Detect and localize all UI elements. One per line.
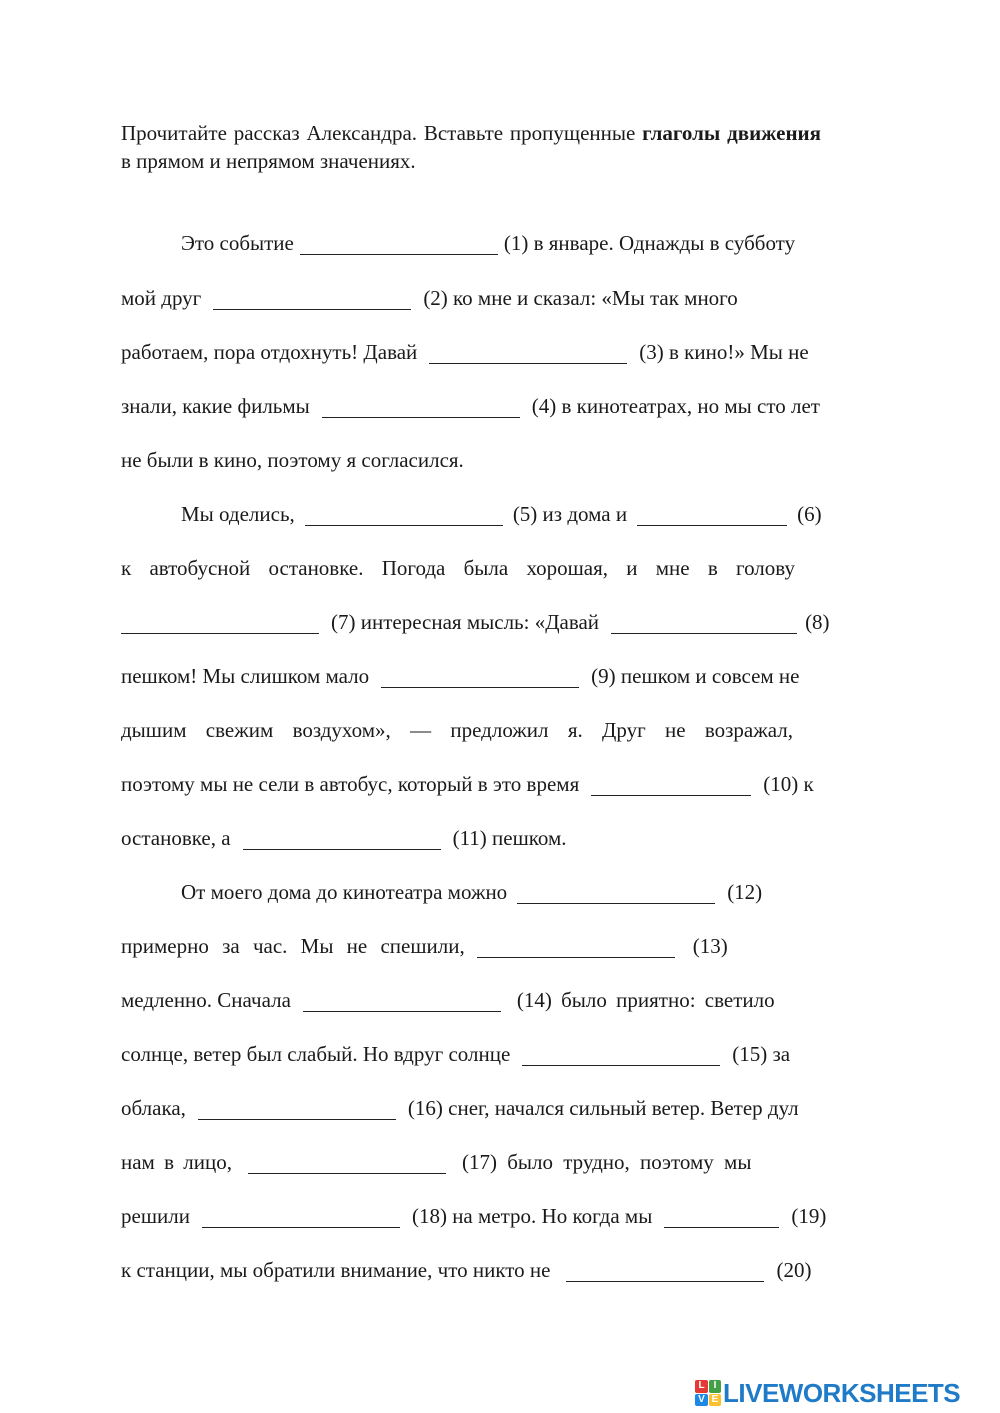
- text-line-18: [121, 1147, 878, 1177]
- line-text: (11) пешком.: [452, 826, 567, 850]
- instruction-bold: глаголы движения: [642, 121, 821, 145]
- answer-blank-18[interactable]: [202, 1205, 400, 1228]
- line-text: (1) в январе. Однажды в субботу: [503, 231, 796, 255]
- line-text: медленно. Сначала: [121, 988, 291, 1012]
- answer-blank-1[interactable]: [300, 232, 498, 255]
- text-line-20: [121, 1255, 878, 1285]
- answer-blank-13[interactable]: [477, 935, 675, 958]
- text-line-7: [121, 553, 795, 583]
- line-text: мой друг: [121, 286, 202, 310]
- answer-blank-10[interactable]: [591, 773, 751, 796]
- line-text: Это событие: [181, 231, 294, 255]
- logo-letter-v: V: [695, 1394, 708, 1407]
- line-text: (17) было трудно, поэтому мы: [461, 1150, 752, 1174]
- line-text: нам в лицо,: [121, 1150, 232, 1174]
- line-text: Мы оделись,: [181, 502, 295, 526]
- answer-blank-19[interactable]: [664, 1205, 779, 1228]
- text-line-3: [121, 337, 878, 367]
- instruction: [121, 119, 821, 175]
- text-line-5: [121, 445, 878, 475]
- line-text: (20): [776, 1258, 812, 1282]
- text-line-9: [121, 661, 878, 691]
- answer-blank-16[interactable]: [198, 1097, 396, 1120]
- answer-blank-5[interactable]: [305, 503, 503, 526]
- logo-letter-e: E: [709, 1394, 722, 1407]
- line-text: решили: [121, 1204, 190, 1228]
- line-text: (2) ко мне и сказал: «Мы так много: [423, 286, 738, 310]
- instruction-text: Прочитайте рассказ Александра. Вставьте пропущенные: [121, 121, 643, 145]
- answer-blank-6[interactable]: [637, 503, 787, 526]
- line-text: (7) интересная мысль: «Давай: [331, 610, 600, 634]
- line-text: к автобусной остановке. Погода была хорошая, и мне в голову: [121, 556, 795, 580]
- text-line-1: [121, 228, 878, 258]
- brand-name: LIVEWORKSHEETS: [723, 1377, 961, 1408]
- line-text: солнце, ветер был слабый. Но вдруг солнце: [121, 1042, 511, 1066]
- line-text: (12): [727, 880, 763, 904]
- answer-blank-14[interactable]: [303, 989, 501, 1012]
- line-text: знали, какие фильмы: [121, 394, 310, 418]
- line-text: (8): [805, 610, 830, 634]
- line-text: поэтому мы не сели в автобус, который в это время: [121, 772, 580, 796]
- text-line-15: [121, 985, 878, 1015]
- line-text: (4) в кинотеатрах, но мы сто лет: [531, 394, 820, 418]
- line-text: (13): [692, 934, 728, 958]
- liveworksheets-logo: [695, 1378, 993, 1408]
- text-line-17: [121, 1093, 878, 1123]
- line-text: облака,: [121, 1096, 186, 1120]
- line-text: примерно за час. Мы не спешили,: [121, 934, 465, 958]
- line-text: От моего дома до кинотеатра можно: [181, 880, 508, 904]
- line-text: (9) пешком и совсем не: [591, 664, 800, 688]
- logo-letter-i: I: [709, 1380, 722, 1393]
- answer-blank-9[interactable]: [381, 665, 579, 688]
- line-text: (3) в кино!» Мы не: [639, 340, 809, 364]
- answer-blank-17[interactable]: [248, 1151, 446, 1174]
- line-text: остановке, а: [121, 826, 231, 850]
- text-line-16: [121, 1039, 878, 1069]
- line-text: дышим свежим воздухом», — предложил я. Друг не возражал,: [121, 718, 793, 742]
- answer-blank-7[interactable]: [121, 611, 319, 634]
- answer-blank-2[interactable]: [213, 287, 411, 310]
- answer-blank-20[interactable]: [566, 1259, 764, 1282]
- answer-blank-8[interactable]: [611, 611, 797, 634]
- line-text: (6): [797, 502, 822, 526]
- line-text: не были в кино, поэтому я согласился.: [121, 448, 464, 472]
- text-line-13: [121, 877, 878, 907]
- answer-blank-3[interactable]: [429, 341, 627, 364]
- line-text: работаем, пора отдохнуть! Давай: [121, 340, 418, 364]
- line-text: (16) снег, начался сильный ветер. Ветер дул: [407, 1096, 799, 1120]
- answer-blank-4[interactable]: [322, 395, 520, 418]
- line-text: к станции, мы обратили внимание, что никто не: [121, 1258, 551, 1282]
- line-text: пешком! Мы слишком мало: [121, 664, 370, 688]
- liveworksheets-logo-icon: [695, 1380, 721, 1406]
- text-line-10: [121, 715, 793, 745]
- text-line-4: [121, 391, 878, 421]
- instruction-text-end: в прямом и непрямом значениях.: [121, 149, 416, 173]
- text-line-2: [121, 283, 878, 313]
- text-line-6: [121, 499, 878, 529]
- text-line-8: [121, 607, 878, 637]
- line-text: (14) было приятно: светило: [516, 988, 775, 1012]
- logo-letter-l: L: [695, 1380, 708, 1393]
- text-line-14: [121, 931, 878, 961]
- text-line-11: [121, 769, 878, 799]
- text-line-12: [121, 823, 878, 853]
- answer-blank-15[interactable]: [522, 1043, 720, 1066]
- line-text: (18) на метро. Но когда мы: [411, 1204, 653, 1228]
- answer-blank-11[interactable]: [243, 827, 441, 850]
- line-text: (5) из дома и: [512, 502, 628, 526]
- line-text: (19): [791, 1204, 827, 1228]
- text-line-19: [121, 1201, 878, 1231]
- line-text: (10) к: [763, 772, 814, 796]
- line-text: (15) за: [732, 1042, 791, 1066]
- answer-blank-12[interactable]: [517, 881, 715, 904]
